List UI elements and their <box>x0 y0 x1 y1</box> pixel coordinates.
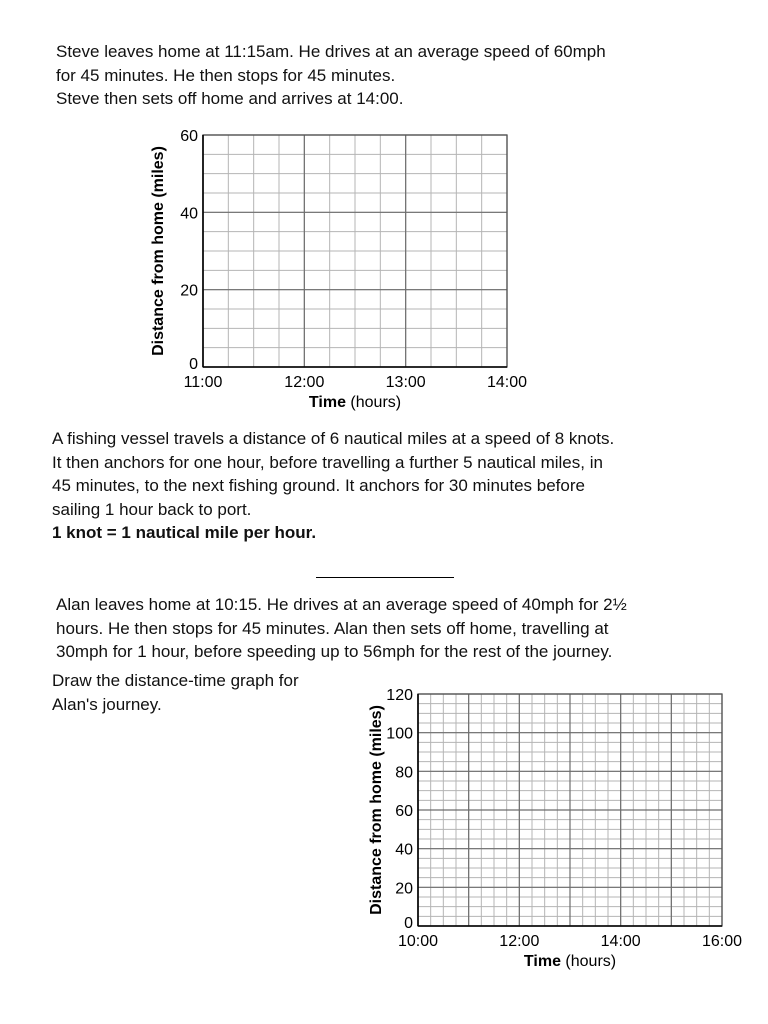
x-tick-label: 10:00 <box>397 933 439 950</box>
x-tick-label: 16:00 <box>701 933 743 950</box>
question-1-line: Steve then sets off home and arrives at 14:00. <box>56 89 404 108</box>
instruction-line: Alan's journey. <box>52 694 162 714</box>
question-1-line: for 45 minutes. He then stops for 45 minutes. <box>56 65 396 85</box>
y-tick-label: 20 <box>180 282 198 300</box>
question-1-line: Steve leaves home at 11:15am. He drives at an average speed of 60mph <box>56 42 606 61</box>
question-3-line: hours. He then stops for 45 minutes. Alan then sets off home, travelling at <box>56 618 609 638</box>
y-tick-label: 80 <box>395 764 413 782</box>
question-2-line: It then anchors for one hour, before travelling a further 5 nautical miles, in <box>52 452 603 472</box>
x-tick-label: 11:00 <box>183 374 223 391</box>
y-tick-label: 20 <box>395 880 413 898</box>
y-tick-label: 120 <box>386 687 413 704</box>
y-tick-label: 100 <box>386 725 413 743</box>
y-axis-title: Distance from home (miles) <box>368 705 385 915</box>
x-axis-title <box>524 953 616 970</box>
instruction-line: Draw the distance-time graph for <box>52 671 299 690</box>
question-2-line: sailing 1 hour back to port. <box>52 499 252 519</box>
question-3-line: Alan leaves home at 10:15. He drives at an average speed of 40mph for 2½ <box>56 595 627 614</box>
y-tick-label: 0 <box>189 356 198 373</box>
y-tick-label: 0 <box>404 915 413 932</box>
question-2-line: 45 minutes, to the next fishing ground. It anchors for 30 minutes before <box>52 476 585 495</box>
x-tick-label: 13:00 <box>385 374 426 391</box>
knot-definition: 1 knot = 1 nautical mile per hour. <box>52 523 317 542</box>
y-tick-label: 40 <box>180 205 198 223</box>
x-tick-label: 12:00 <box>499 933 540 950</box>
question-2-line: A fishing vessel travels a distance of 6 nautical miles at a speed of 8 knots. <box>52 429 615 448</box>
y-tick-label: 60 <box>180 128 198 145</box>
x-tick-label: 14:00 <box>600 933 641 950</box>
y-tick-label: 60 <box>395 803 413 820</box>
x-tick-label: 12:00 <box>284 374 325 391</box>
x-axis-title-unit: (hours) <box>560 953 617 970</box>
x-tick-label: 14:00 <box>486 374 528 391</box>
question-3-line: 30mph for 1 hour, before speeding up to 56mph for the rest of the journey. <box>56 642 613 661</box>
y-axis-title: Distance from home (miles) <box>150 146 167 356</box>
x-axis-title-word: Time <box>308 394 346 411</box>
x-axis-title-unit: (hours) <box>345 394 402 411</box>
y-tick-label: 40 <box>395 841 413 859</box>
x-axis-title-word: Time <box>523 953 561 970</box>
